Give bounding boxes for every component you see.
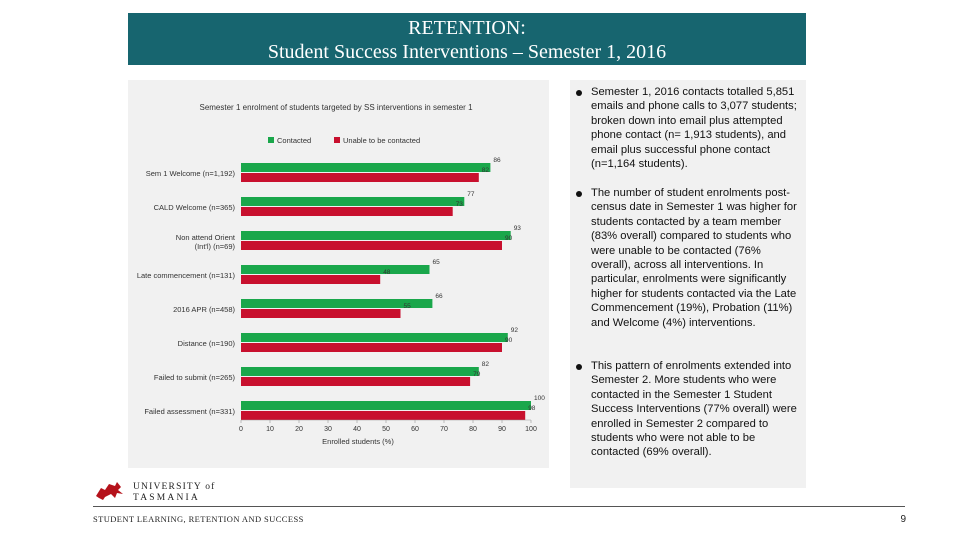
bar-value-label: 66	[435, 293, 443, 300]
page-number: 9	[900, 514, 906, 525]
bar-value-label: 86	[493, 157, 501, 164]
bar-value-label: 90	[505, 235, 513, 242]
bullet-dot-icon	[576, 364, 582, 370]
x-tick-label: 20	[295, 426, 303, 433]
bullet-dot-icon	[576, 90, 582, 96]
x-tick-label: 0	[239, 426, 243, 433]
legend-swatch-2	[334, 137, 340, 143]
bar-unable	[241, 241, 502, 250]
x-axis-title: Enrolled students (%)	[322, 437, 394, 446]
bar-value-label: 73	[455, 201, 463, 208]
slide-title-line1: RETENTION:	[408, 17, 526, 39]
bar-contacted	[241, 163, 490, 172]
bar-value-label: 93	[513, 225, 521, 232]
bar-value-label: 100	[534, 395, 545, 402]
bar-contacted	[241, 265, 430, 274]
category-label: Failed to submit (n=265)	[153, 373, 235, 382]
category-label: CALD Welcome (n=365)	[153, 203, 235, 212]
bullet-item-1	[570, 85, 802, 171]
bar-value-label: 98	[528, 405, 536, 412]
bar-contacted	[241, 231, 511, 240]
text-panel	[570, 80, 806, 488]
bar-unable	[241, 377, 470, 386]
lion-crest-icon	[93, 478, 233, 504]
bullet-text-1: Semester 1, 2016 contacts totalled 5,851 emails and phone calls to 3,077 students; broken down into email plus attempted phone contact (n= 1,913 students), and email plus successful phone contact (n=1,164 students).	[591, 86, 797, 171]
chart-panel	[128, 80, 549, 468]
bar-value-label: 65	[432, 259, 440, 266]
bullet-text-2: The number of student enrolments post-census date in Semester 1 was higher for students contacted by a team member (83% overall) compared to students who were unable to be contacted (76% overall), across all interventions. In particular, enrolments were significantly higher for students contacted via the Late Commencement (19%), Probation (11%) and Welcome (4%) interventions.	[591, 187, 797, 329]
x-tick-label: 80	[469, 426, 477, 433]
bar-value-label: 92	[510, 327, 519, 334]
x-tick-label: 40	[353, 426, 361, 433]
legend-swatch-1	[268, 137, 274, 143]
bullet-text-3: This pattern of enrolments extended into Semester 2. More students who were contacted in the Semester 1 Student Success Interventions (77% overall) were enrolled in Semester 2 compared to students who were not able to be contacted (69% overall).	[591, 360, 797, 459]
bar-unable	[241, 275, 380, 284]
bar-value-label: 82	[481, 167, 490, 174]
category-label: Sem 1 Welcome (n=1,192)	[145, 169, 235, 178]
x-tick-label: 100	[525, 426, 537, 433]
footer-divider	[93, 506, 905, 507]
bar-value-label: 90	[505, 337, 513, 344]
bar-value-label: 48	[383, 269, 391, 276]
category-label: Failed assessment (n=331)	[144, 407, 235, 416]
x-tick-label: 90	[498, 426, 506, 433]
bar-value-label: 79	[473, 371, 481, 378]
bar-unable	[241, 411, 525, 420]
slide-title-line2: Student Success Interventions – Semester 1, 2016	[267, 41, 667, 63]
x-tick-label: 10	[266, 426, 274, 433]
bar-chart	[128, 80, 549, 468]
logo-text-line2: TASMANIA	[133, 493, 200, 503]
chart-title: Semester 1 enrolment of students targeted by SS interventions in semester 1	[199, 103, 473, 112]
bullet-item-3	[570, 359, 802, 460]
bar-unable	[241, 309, 401, 318]
bar-contacted	[241, 197, 464, 206]
bar-unable	[241, 173, 479, 182]
bar-value-label: 77	[467, 191, 475, 198]
bar-unable	[241, 207, 453, 216]
footer-label: STUDENT LEARNING, RETENTION AND SUCCESS	[93, 514, 304, 524]
university-logo	[93, 478, 233, 504]
category-label: 2016 APR (n=458)	[173, 305, 235, 314]
bar-contacted	[241, 367, 479, 376]
bar-value-label: 82	[481, 361, 490, 368]
logo-text-line1: UNIVERSITY of	[133, 482, 216, 492]
x-tick-label: 70	[440, 426, 448, 433]
bar-value-label: 55	[403, 303, 411, 310]
bullet-dot-icon	[576, 191, 582, 197]
legend-label-2: Unable to be contacted	[343, 136, 421, 145]
category-label: Distance (n=190)	[177, 339, 235, 348]
legend-label-1: Contacted	[277, 136, 312, 145]
x-tick-label: 60	[411, 426, 419, 433]
category-label: Late commencement (n=131)	[136, 271, 235, 280]
bar-unable	[241, 343, 502, 352]
x-tick-label: 50	[382, 426, 390, 433]
slide-title-band	[128, 13, 806, 65]
bar-contacted	[241, 401, 531, 410]
x-tick-label: 30	[324, 426, 332, 433]
bullet-item-2	[570, 186, 802, 330]
category-label: Non attend Orient (Int'l) (n=69)	[175, 233, 235, 251]
bar-contacted	[241, 333, 508, 342]
